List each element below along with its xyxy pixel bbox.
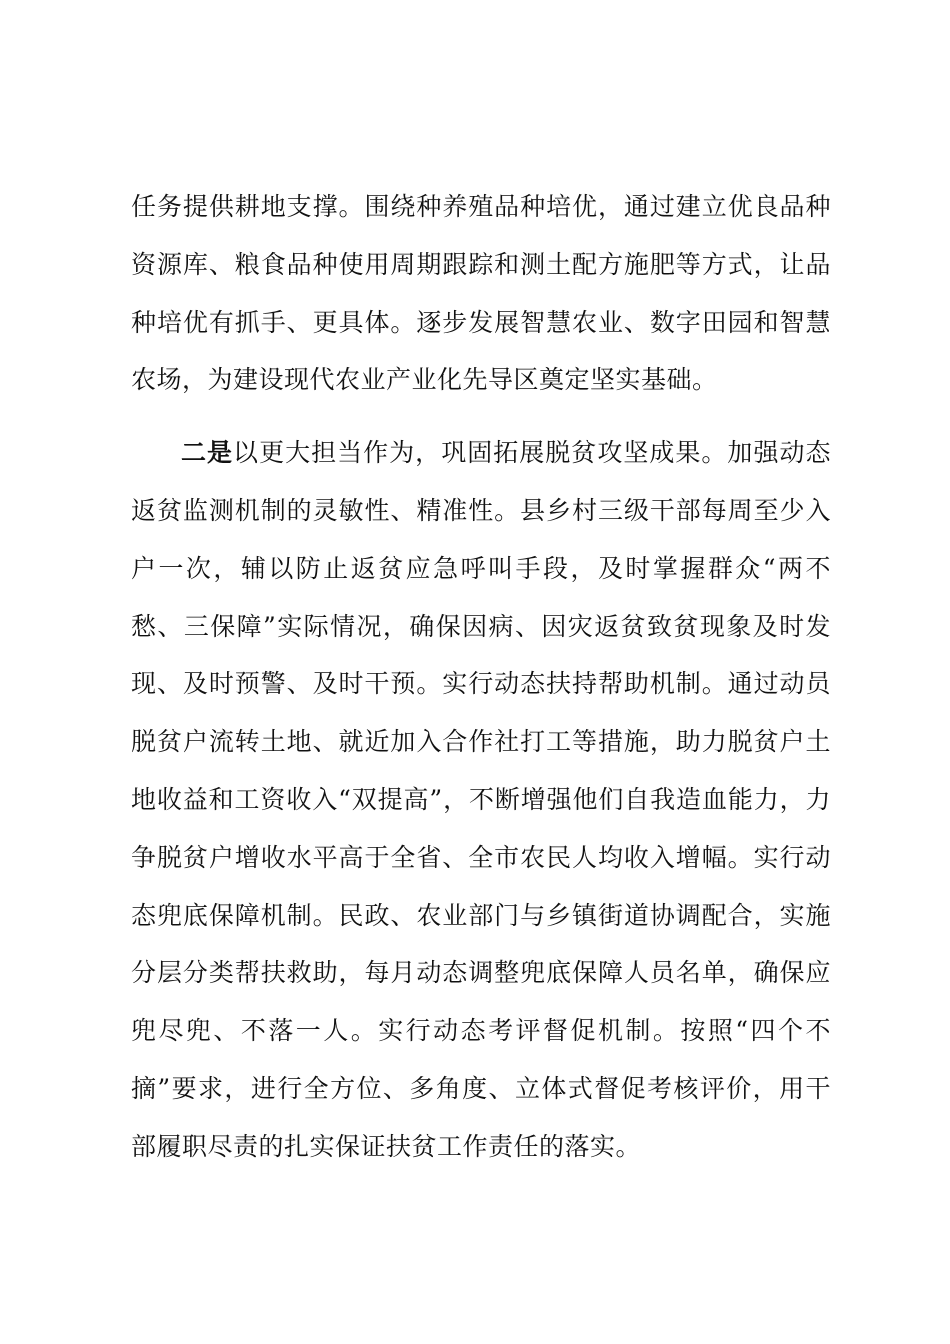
document-body bbox=[131, 178, 831, 1176]
paragraph-2-lead: 二是 bbox=[181, 438, 234, 468]
paragraph-1-text: 任务提供耕地支撑。围绕种养殖品种培优，通过建立优良品种资源库、粮食品种使用周期跟踪和测土配方施肥等方式，让品种培优有抓手、更具体。逐步发展智慧农业、数字田园和智慧农场，为建设现代农业产业化先导区奠定坚实基础。 bbox=[131, 192, 831, 395]
paragraph-continuation bbox=[131, 178, 831, 409]
paragraph-second-point bbox=[131, 424, 831, 1175]
paragraph-2-text: 以更大担当作为，巩固拓展脱贫攻坚成果。加强动态返贫监测机制的灵敏性、精准性。县乡村三级干部每周至少入户一次，辅以防止返贫应急呼叫手段，及时掌握群众“两不愁、三保障”实际情况，确保因病、因灾返贫致贫现象及时发现、及时预警、及时干预。实行动态扶持帮助机制。通过动员脱贫户流转土地、就近加入合作社打工等措施，助力脱贫户土地收益和工资收入“双提高”，不断增强他们自我造血能力，力争脱贫户增收水平高于全省、全市农民人均收入增幅。实行动态兜底保障机制。民政、农业部门与乡镇街道协调配合，实施分层分类帮扶救助，每月动态调整兜底保障人员名单，确保应兜尽兜、不落一人。实行动态考评督促机制。按照“四个不摘”要求，进行全方位、多角度、立体式督促考核评价，用干部履职尽责的扎实保证扶贫工作责任的落实。 bbox=[131, 438, 831, 1161]
